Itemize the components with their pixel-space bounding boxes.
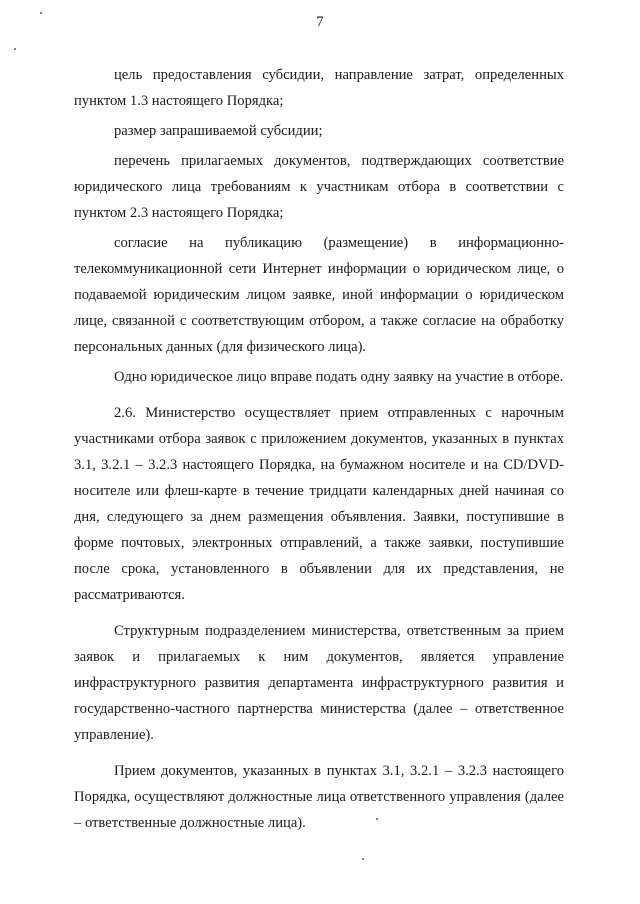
paragraph-document-acceptance: Прием документов, указанных в пунктах 3.1, 3.2.1 – 3.2.3 настоящего Порядка, осуществляют должностные лица ответственного управления (далее – ответственные должностные лица). xyxy=(74,763,564,831)
paragraph-documents-list: перечень прилагаемых документов, подтверждающих соответствие юридического лица требованиям к участникам отбора в соответствии с пунктом 2.3 настоящего Порядка; xyxy=(74,153,564,221)
paragraph-section-2-6: 2.6. Министерство осуществляет прием отправленных с нарочным участниками отбора заявок с приложением документов, указанных в пунктах 3.1, 3.2.1 – 3.2.3 настоящего Порядка, на бумажном носителе и на CD/DVD-носителе или флеш-карте в течение тридцати календарных дней начиная со дня, следующего за днем размещения объявления. Заявки, поступившие в форме почтовых, электронных отправлений, а также заявки, поступившие после срока, установленного в объявлении для их представления, не рассматриваются. xyxy=(74,405,564,603)
scan-speck xyxy=(40,12,42,14)
paragraph-one-application: Одно юридическое лицо вправе подать одну заявку на участие в отборе. xyxy=(114,369,564,385)
paragraph-publication-consent: согласие на публикацию (размещение) в информационно-телекоммуникационной сети Интернет информации о юридическом лице, о подаваемой юридическим лицом заявке, иной информации о юридическом лице, связанной с соответствующим отбором, а также согласие на обработку персональных данных (для физического лица). xyxy=(74,235,564,355)
paragraph-subsidy-amount: размер запрашиваемой субсидии; xyxy=(114,123,323,139)
scan-speck xyxy=(14,48,16,50)
paragraph-structural-unit: Структурным подразделением министерства, ответственным за прием заявок и прилагаемых к ним документов, является управление инфраструктурного развития департамента инфраструктурного развития и государственно-частного партнерства министерства (далее – ответственное управление). xyxy=(74,623,564,743)
scan-speck xyxy=(376,818,378,820)
document-body xyxy=(74,62,564,840)
paragraph-subsidy-purpose: цель предоставления субсидии, направление затрат, определенных пунктом 1.3 настоящего Порядка; xyxy=(74,67,564,109)
scan-speck xyxy=(362,858,364,860)
page-number: 7 xyxy=(316,14,324,30)
